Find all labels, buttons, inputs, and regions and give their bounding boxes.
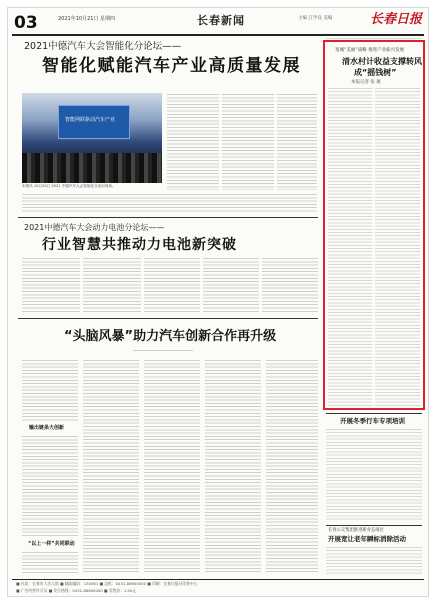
sidebar-body-col2 [375,88,420,406]
article3-body-col5 [266,360,318,574]
section-title: 长春新闻 [197,14,245,27]
article2-body-col1 [22,258,80,314]
sidebar-byline: 本报记者 张 航 [351,80,381,85]
rule-right-2 [326,525,422,526]
article2-headline: 行业智慧共推动力电池新突破 [42,237,237,253]
article3-body-col3 [144,360,200,574]
masthead-logo: 长春日报 [370,12,423,27]
audience [22,153,162,183]
brief2-body [326,547,422,576]
article1-body-col3 [277,94,317,190]
page-number: 03 [14,13,38,33]
sidebar-headline-line2: 成“摇钱树” [354,68,397,77]
article2-body-col5 [262,258,318,314]
article2-kicker: 2021中德汽车大会动力电池分论坛—— [24,223,165,232]
sidebar-headline-line1: 清水村计收益支撑转风 [342,57,422,66]
article2-body-col3 [144,258,200,314]
brief2-headline: 开展宽让老年瞬标消除活动 [328,535,406,543]
footer-rule [12,579,424,580]
article3-body-col2 [83,360,139,574]
rule-right-1 [326,413,422,414]
brief2-kicker: 长春公交集团推进新业态岗位 [328,528,384,533]
footer-line2: ■ 广告经营许可证 ■ 发行热线：0431-88600000 ■ 零售价：1.00元 [16,588,137,593]
article3-byline [133,350,193,353]
article1-photo [22,93,162,183]
sidebar-kicker: 宽城“美丽”战略 推进产业振兴发展 [335,48,405,53]
article1-kicker: 2021中德汽车大会智能化分论坛—— [24,41,182,52]
stage-screen [58,105,130,139]
photo-caption: 本报讯 10月20日 2021 中德汽车大会智能化分论坛现场。 [22,184,116,188]
article1-headline: 智能化赋能汽车产业高质量发展 [42,56,301,76]
article3-body-col1-a [22,360,78,422]
brief1-headline: 开展冬季行车专项培训 [340,417,405,425]
editor-line: 主编 江学良 美编 [298,16,333,21]
rule-1 [18,217,318,218]
article2-body-col2 [83,258,141,314]
article1-lower-body [22,194,317,212]
brief1-body [326,429,422,521]
newspaper-page [7,7,429,597]
article1-body-col2 [222,94,274,190]
article3-body-col1-b [22,436,78,538]
header-rule [12,34,424,36]
rule-2 [18,318,318,319]
date-line: 2021年10月21日 星期四 [58,16,116,22]
screen-text: 智能网联驱动汽车产业 [65,117,116,123]
sidebar-body-col1 [328,88,372,406]
article2-body-col4 [203,258,259,314]
article3-body-col4 [205,360,261,574]
article1-body-col1 [167,94,219,190]
article3-subhead-1: 输出链条大创新 [29,425,65,431]
article3-body-col1-c [22,552,78,574]
footer-line1: ■ 社址：长春市人民大街 ■ 邮政编码：130061 ■ 总机：0431-88600000 ■ 印刷：长春日报社印务中心 [16,581,198,586]
article3-subhead-2: “以上一样”共同联动 [28,541,75,547]
article3-headline: “头脑风暴”助力汽车创新合作再升级 [64,329,277,344]
